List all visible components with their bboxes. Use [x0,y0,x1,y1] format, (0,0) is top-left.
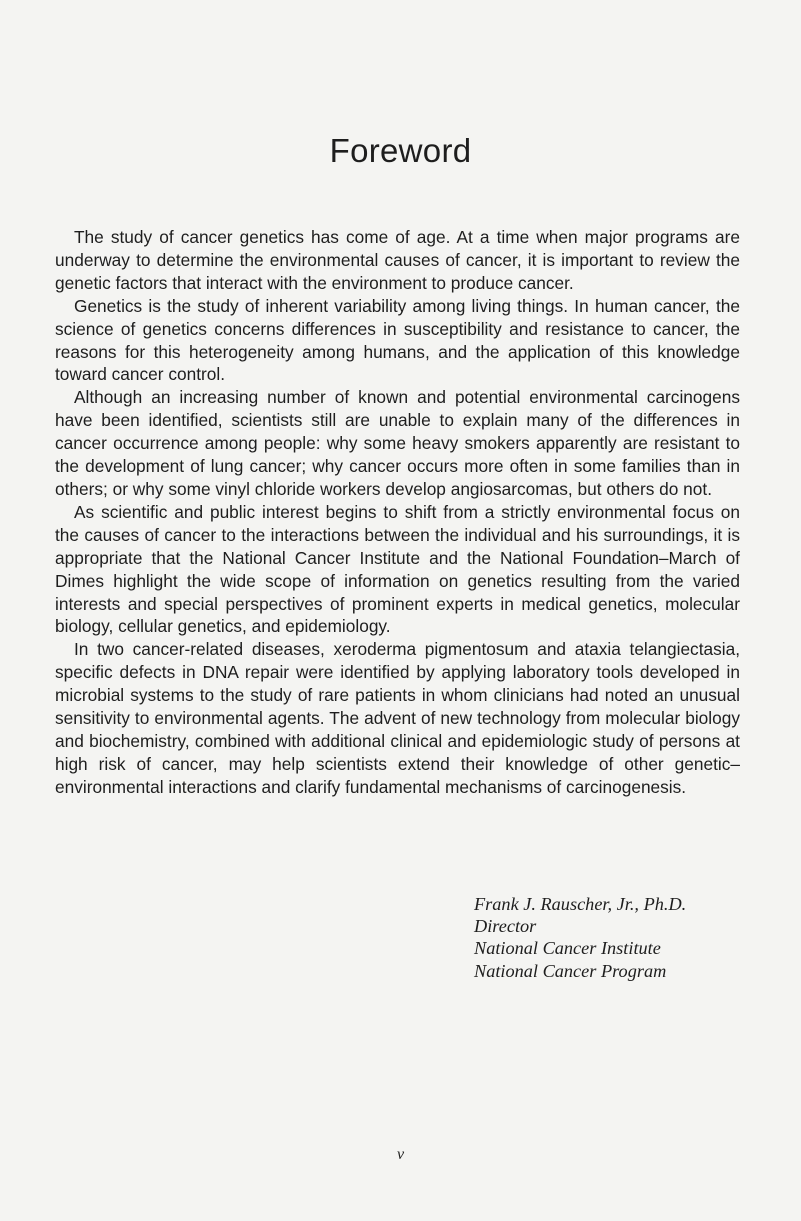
paragraph-5: In two cancer-related diseases, xeroderma pigmentosum and ataxia telangiectasia, specific defects in DNA repair were identified by applying laboratory tools developed in microbial systems to the study of rare patients in whom clinicians had noted an unusual sensitivity to environmental agents. The advent of new technology from molecular biology and biochemistry, combined with additional clinical and epidemiologic study of persons at high risk of cancer, may help scientists extend their knowledge of other genetic–environmental interactions and clarify fundamental mechanisms of carcinogenesis. [55,639,740,797]
paragraph-3: Although an increasing number of known and potential environmental carcinogens have been identified, scientists still are unable to explain many of the differences in cancer occurrence among people: why some heavy smokers apparently are resistant to the development of lung cancer; why cancer occurs more often in some families than in others; or why some vinyl chloride workers develop angiosarcomas, but others do not. [55,387,740,499]
signature-block [474,893,794,982]
paragraph-4: As scientific and public interest begins to shift from a strictly environmental focus on the causes of cancer to the interactions between the individual and his surroundings, it is appropriate that the National Cancer Institute and the National Foundation–March of Dimes highlight the wide scope of information on genetics resulting from the varied interests and special perspectives of prominent experts in medical genetics, molecular biology, cellular genetics, and epidemiology. [55,501,740,637]
page-number: v [396,1146,405,1163]
foreword-body [55,226,740,799]
signature-position: Director [474,916,537,937]
page-title: Foreword [329,132,472,169]
signature-institution: National Cancer Institute [474,938,661,959]
paragraph-1: The study of cancer genetics has come of age. At a time when major programs are underway to determine the environmental causes of cancer, it is important to review the genetic factors that interact with the environment to produce cancer. [55,227,740,293]
paragraph-2: Genetics is the study of inherent variability among living things. In human cancer, the science of genetics concerns differences in susceptibility and resistance to cancer, the reasons for this heterogeneity among humans, and the application of this knowledge toward cancer control. [55,295,740,385]
signature-program: National Cancer Program [474,960,667,981]
signature-name: Frank J. Rauscher, Jr., Ph.D. [474,894,687,914]
